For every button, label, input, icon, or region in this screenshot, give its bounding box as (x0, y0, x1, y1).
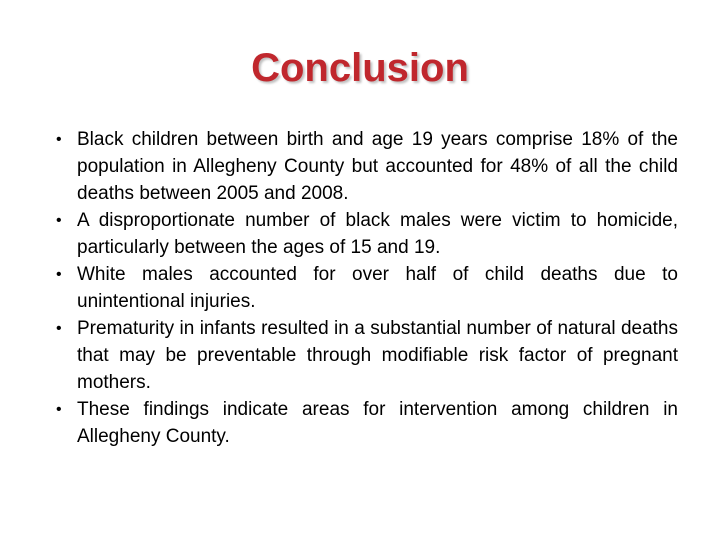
bullet-item-5 (48, 396, 678, 450)
bullet-text: These findings indicate areas for intervention among children in Allegheny County. (77, 399, 678, 447)
bullet-dot-icon: • (56, 212, 62, 229)
bullet-text: A disproportionate number of black males were victim to homicide, particularly between the ages of 15 and 19. (77, 210, 678, 258)
bullet-text: White males accounted for over half of child deaths due to unintentional injuries. (77, 264, 678, 312)
bullet-item-2 (48, 207, 678, 261)
bullet-dot-icon: • (56, 131, 62, 148)
bullet-text: Black children between birth and age 19 years comprise 18% of the population in Allegheny County but accounted for 48% of all the child deaths between 2005 and 2008. (77, 129, 678, 204)
bullet-text: Prematurity in infants resulted in a substantial number of natural deaths that may be preventable through modifiable risk factor of pregnant mothers. (77, 318, 678, 393)
bullet-dot-icon: • (56, 401, 62, 418)
bullet-item-4 (48, 315, 678, 396)
slide-title: Conclusion (251, 46, 469, 90)
bullet-dot-icon: • (56, 266, 62, 283)
bullet-dot-icon: • (56, 320, 62, 337)
bullet-list (48, 126, 678, 450)
bullet-item-3 (48, 261, 678, 315)
bullet-item-1 (48, 126, 678, 207)
